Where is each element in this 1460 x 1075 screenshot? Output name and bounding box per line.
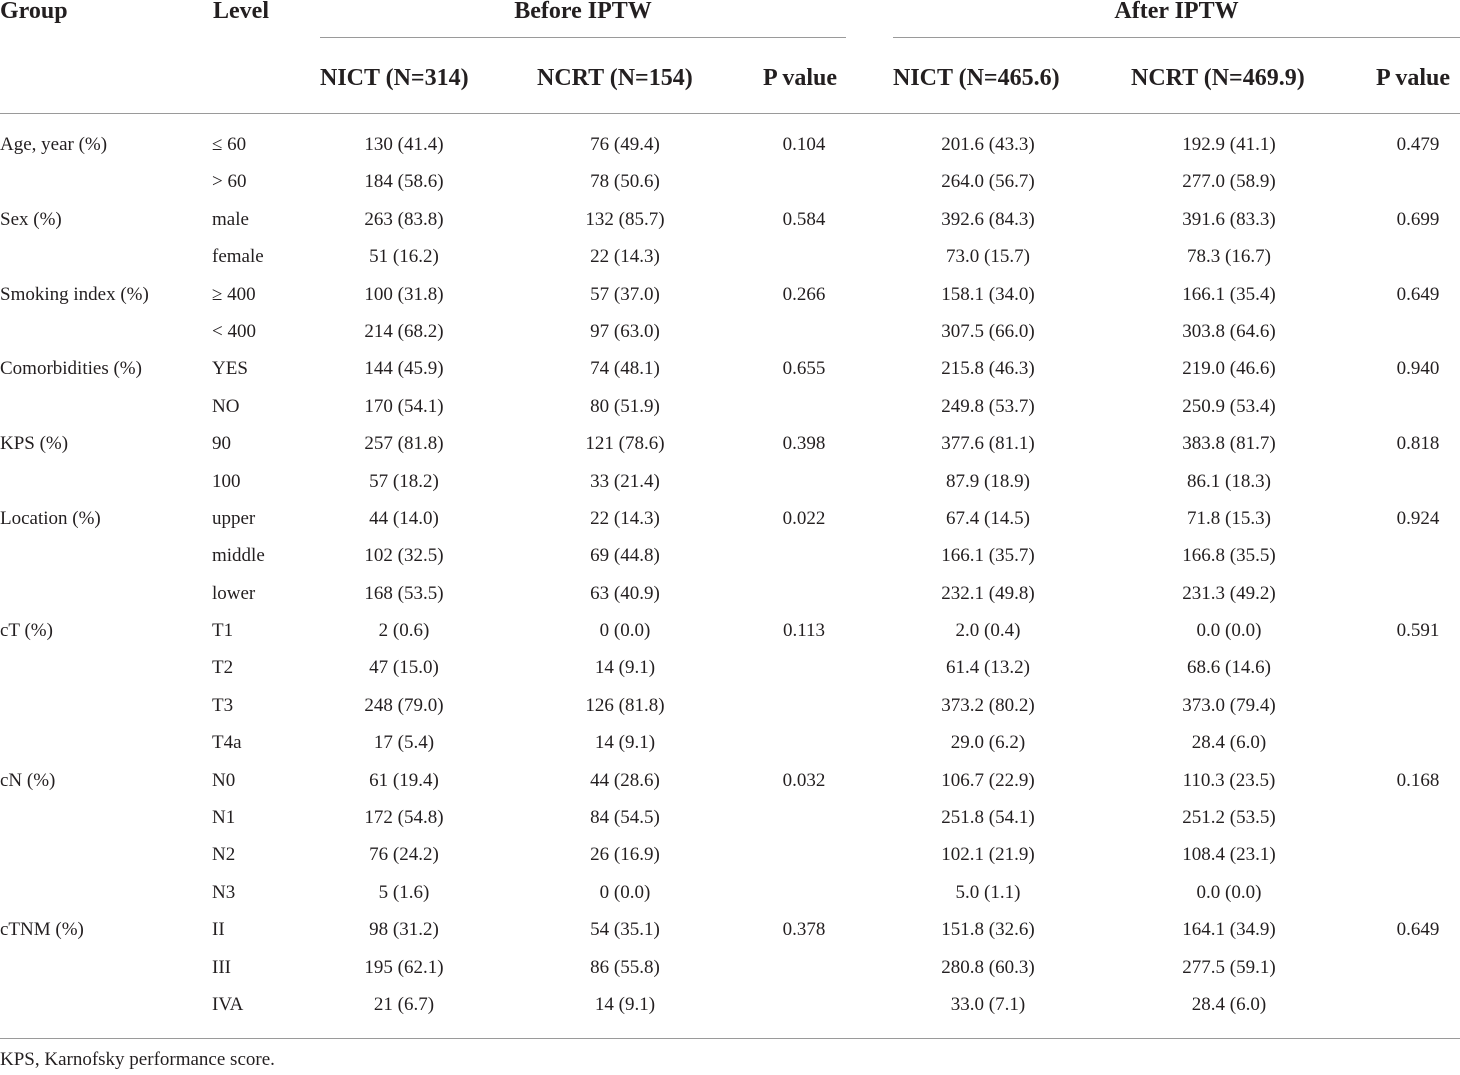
level-cell: male [212, 208, 249, 230]
table-row [0, 575, 1460, 612]
before-ncrt-cell: 54 (35.1) [590, 919, 660, 941]
header-before-iptw: Before IPTW [514, 0, 652, 24]
after-nict-cell: 2.0 (0.4) [955, 620, 1021, 642]
before-ncrt-cell: 121 (78.6) [585, 433, 665, 455]
group-cell: Age, year (%) [0, 134, 108, 155]
after-ncrt-cell: 0.0 (0.0) [1196, 881, 1262, 903]
level-cell: II [212, 919, 225, 941]
after-ncrt-cell: 250.9 (53.4) [1182, 395, 1276, 417]
after-nict-cell: 280.8 (60.3) [941, 956, 1035, 978]
table-row [0, 350, 1460, 387]
level-cell: N3 [212, 881, 236, 903]
before-ncrt-cell: 26 (16.9) [590, 844, 660, 866]
header-after-iptw: After IPTW [1114, 0, 1239, 24]
group-cell: cTNM (%) [0, 919, 84, 941]
after-ncrt-cell: 303.8 (64.6) [1182, 320, 1276, 342]
before-ncrt-cell: 44 (28.6) [590, 769, 660, 791]
level-cell: III [212, 956, 231, 978]
before-ncrt-cell: 0 (0.0) [599, 881, 651, 903]
before-ncrt-cell: 84 (54.5) [590, 807, 660, 829]
before-nict-cell: 2 (0.6) [378, 620, 430, 642]
before-ncrt-cell: 74 (48.1) [590, 358, 660, 380]
header-group: Group [0, 0, 68, 24]
before-p-value-cell: 0.022 [782, 507, 826, 529]
after-nict-cell: 373.2 (80.2) [941, 694, 1035, 716]
after-nict-cell: 251.8 (54.1) [941, 807, 1035, 829]
after-p-value-cell: 0.649 [1396, 919, 1440, 941]
after-ncrt-cell: 383.8 (81.7) [1182, 433, 1276, 455]
table-row [0, 986, 1460, 1023]
table-row [0, 238, 1460, 275]
before-ncrt-cell: 132 (85.7) [585, 208, 665, 230]
group-cell: Location (%) [0, 507, 101, 529]
before-nict-cell: 47 (15.0) [369, 657, 439, 679]
after-ncrt-cell: 166.8 (35.5) [1182, 545, 1276, 567]
before-nict-cell: 51 (16.2) [369, 246, 439, 268]
table-row [0, 911, 1460, 948]
before-p-value-cell: 0.266 [782, 283, 826, 305]
before-nict-cell: 76 (24.2) [369, 844, 439, 866]
group-cell: cT (%) [0, 620, 53, 642]
level-cell: T4a [212, 732, 242, 754]
before-nict-cell: 170 (54.1) [364, 395, 444, 417]
before-nict-cell: 5 (1.6) [378, 881, 430, 903]
after-nict-cell: 264.0 (56.7) [941, 171, 1035, 193]
header-after-ncrt: NCRT (N=469.9) [1131, 65, 1305, 91]
header-after-nict: NICT (N=465.6) [893, 65, 1060, 91]
before-nict-cell: 172 (54.8) [364, 807, 444, 829]
level-cell: lower [212, 582, 256, 604]
after-ncrt-cell: 78.3 (16.7) [1187, 246, 1271, 268]
group-cell: KPS (%) [0, 433, 69, 455]
table-row [0, 687, 1460, 724]
after-nict-cell: 5.0 (1.1) [955, 881, 1021, 903]
after-nict-cell: 151.8 (32.6) [941, 919, 1035, 941]
level-cell: N0 [212, 769, 236, 791]
before-nict-cell: 57 (18.2) [369, 470, 439, 492]
before-ncrt-cell: 80 (51.9) [590, 395, 660, 417]
before-p-value-cell: 0.655 [782, 358, 826, 380]
header-level: Level [213, 0, 269, 24]
before-p-value-cell: 0.113 [782, 620, 826, 642]
header-before-ncrt: NCRT (N=154) [537, 65, 693, 91]
after-ncrt-cell: 86.1 (18.3) [1187, 470, 1271, 492]
level-cell: T2 [212, 657, 234, 679]
before-nict-cell: 100 (31.8) [364, 283, 444, 305]
after-p-value-cell: 0.699 [1396, 208, 1440, 230]
after-nict-cell: 232.1 (49.8) [941, 582, 1035, 604]
after-ncrt-cell: 373.0 (79.4) [1182, 694, 1276, 716]
table-row [0, 463, 1460, 500]
after-nict-cell: 102.1 (21.9) [941, 844, 1035, 866]
after-nict-cell: 307.5 (66.0) [941, 320, 1035, 342]
after-ncrt-cell: 0.0 (0.0) [1196, 620, 1262, 642]
after-p-value-cell: 0.168 [1396, 769, 1440, 791]
after-nict-cell: 166.1 (35.7) [941, 545, 1035, 567]
before-ncrt-cell: 86 (55.8) [590, 956, 660, 978]
after-nict-cell: 249.8 (53.7) [941, 395, 1035, 417]
level-cell: 100 [212, 470, 241, 492]
level-cell: N1 [212, 807, 236, 829]
after-nict-cell: 87.9 (18.9) [946, 470, 1030, 492]
after-ncrt-cell: 68.6 (14.6) [1187, 657, 1271, 679]
before-ncrt-cell: 14 (9.1) [594, 657, 656, 679]
table-row [0, 649, 1460, 686]
level-cell: 90 [212, 433, 231, 455]
before-nict-cell: 195 (62.1) [364, 956, 444, 978]
table-row [0, 126, 1460, 163]
level-cell: > 60 [212, 171, 247, 193]
level-cell: middle [212, 545, 265, 567]
level-cell: upper [212, 507, 256, 529]
table-row [0, 949, 1460, 986]
before-ncrt-cell: 76 (49.4) [590, 134, 660, 155]
before-ncrt-cell: 22 (14.3) [590, 507, 660, 529]
after-nict-cell: 201.6 (43.3) [941, 134, 1035, 155]
before-nict-cell: 98 (31.2) [369, 919, 439, 941]
after-nict-cell: 29.0 (6.2) [950, 732, 1026, 754]
after-ncrt-cell: 71.8 (15.3) [1187, 507, 1271, 529]
before-nict-cell: 184 (58.6) [364, 171, 444, 193]
after-nict-cell: 73.0 (15.7) [946, 246, 1030, 268]
header-after-p-value: P value [1376, 65, 1451, 91]
after-ncrt-cell: 166.1 (35.4) [1182, 283, 1276, 305]
after-nict-cell: 33.0 (7.1) [950, 993, 1026, 1015]
after-nict-cell: 158.1 (34.0) [941, 283, 1035, 305]
table-row [0, 313, 1460, 350]
table-row [0, 388, 1460, 425]
group-cell: Sex (%) [0, 208, 62, 230]
group-cell: Comorbidities (%) [0, 358, 142, 380]
after-ncrt-cell: 277.0 (58.9) [1182, 171, 1276, 193]
bottom-rule [0, 1038, 1460, 1039]
after-p-value-cell: 0.940 [1396, 358, 1440, 380]
after-ncrt-cell: 192.9 (41.1) [1182, 134, 1276, 155]
after-ncrt-cell: 108.4 (23.1) [1182, 844, 1276, 866]
before-nict-cell: 257 (81.8) [364, 433, 444, 455]
before-ncrt-cell: 22 (14.3) [590, 246, 660, 268]
before-iptw-span-line [320, 37, 846, 38]
after-ncrt-cell: 110.3 (23.5) [1182, 769, 1276, 791]
before-ncrt-cell: 57 (37.0) [590, 283, 660, 305]
level-cell: NO [212, 395, 240, 417]
table-row [0, 276, 1460, 313]
before-nict-cell: 102 (32.5) [364, 545, 444, 567]
before-nict-cell: 44 (14.0) [369, 507, 439, 529]
table-row [0, 836, 1460, 873]
before-p-value-cell: 0.104 [782, 134, 826, 155]
after-p-value-cell: 0.924 [1396, 507, 1440, 529]
before-nict-cell: 21 (6.7) [373, 993, 435, 1015]
after-ncrt-cell: 28.4 (6.0) [1191, 993, 1267, 1015]
after-p-value-cell: 0.649 [1396, 283, 1440, 305]
before-p-value-cell: 0.032 [782, 769, 826, 791]
after-nict-cell: 377.6 (81.1) [941, 433, 1035, 455]
table-body [0, 126, 1460, 1023]
header-before-nict: NICT (N=314) [320, 65, 469, 91]
after-p-value-cell: 0.818 [1396, 433, 1440, 455]
after-ncrt-cell: 28.4 (6.0) [1191, 732, 1267, 754]
level-cell: ≥ 400 [212, 283, 256, 305]
level-cell: T3 [212, 694, 234, 716]
table-row [0, 799, 1460, 836]
before-nict-cell: 263 (83.8) [364, 208, 444, 230]
group-cell: Smoking index (%) [0, 283, 149, 305]
before-nict-cell: 61 (19.4) [369, 769, 439, 791]
after-nict-cell: 106.7 (22.9) [941, 769, 1035, 791]
table-row [0, 724, 1460, 761]
before-ncrt-cell: 126 (81.8) [585, 694, 665, 716]
before-ncrt-cell: 63 (40.9) [590, 582, 660, 604]
level-cell: female [212, 246, 264, 268]
before-nict-cell: 248 (79.0) [364, 694, 444, 716]
after-p-value-cell: 0.591 [1396, 620, 1440, 642]
before-ncrt-cell: 14 (9.1) [594, 993, 656, 1015]
before-p-value-cell: 0.398 [782, 433, 826, 455]
table-row [0, 500, 1460, 537]
table-row [0, 762, 1460, 799]
header-rule [0, 113, 1460, 114]
table-footnote: KPS, Karnofsky performance score. [0, 1049, 275, 1070]
level-cell: ≤ 60 [212, 134, 247, 155]
before-nict-cell: 168 (53.5) [364, 582, 444, 604]
level-cell: N2 [212, 844, 236, 866]
after-nict-cell: 61.4 (13.2) [946, 657, 1030, 679]
table-row [0, 201, 1460, 238]
after-p-value-cell: 0.479 [1396, 134, 1440, 155]
after-ncrt-cell: 164.1 (34.9) [1182, 919, 1276, 941]
after-ncrt-cell: 391.6 (83.3) [1182, 208, 1276, 230]
after-ncrt-cell: 251.2 (53.5) [1182, 807, 1276, 829]
table-row [0, 425, 1460, 462]
before-nict-cell: 214 (68.2) [364, 320, 444, 342]
before-ncrt-cell: 33 (21.4) [590, 470, 660, 492]
level-cell: IVA [212, 993, 244, 1015]
table-row [0, 163, 1460, 200]
before-ncrt-cell: 78 (50.6) [590, 171, 660, 193]
before-nict-cell: 17 (5.4) [373, 732, 435, 754]
after-nict-cell: 392.6 (84.3) [941, 208, 1035, 230]
after-nict-cell: 67.4 (14.5) [946, 507, 1030, 529]
before-ncrt-cell: 97 (63.0) [590, 320, 660, 342]
before-nict-cell: 144 (45.9) [364, 358, 444, 380]
after-ncrt-cell: 231.3 (49.2) [1182, 582, 1276, 604]
before-ncrt-cell: 0 (0.0) [599, 620, 651, 642]
group-cell: cN (%) [0, 769, 56, 791]
table-row [0, 537, 1460, 574]
before-ncrt-cell: 69 (44.8) [590, 545, 660, 567]
level-cell: T1 [212, 620, 234, 642]
table-row [0, 874, 1460, 911]
before-p-value-cell: 0.584 [782, 208, 826, 230]
before-nict-cell: 130 (41.4) [364, 134, 444, 155]
after-ncrt-cell: 219.0 (46.6) [1182, 358, 1276, 380]
header-before-p-value: P value [763, 65, 838, 91]
level-cell: < 400 [212, 320, 256, 342]
table-row [0, 612, 1460, 649]
after-ncrt-cell: 277.5 (59.1) [1182, 956, 1276, 978]
after-iptw-span-line [893, 37, 1460, 38]
level-cell: YES [212, 358, 248, 380]
before-ncrt-cell: 14 (9.1) [594, 732, 656, 754]
after-nict-cell: 215.8 (46.3) [941, 358, 1035, 380]
before-p-value-cell: 0.378 [782, 919, 826, 941]
